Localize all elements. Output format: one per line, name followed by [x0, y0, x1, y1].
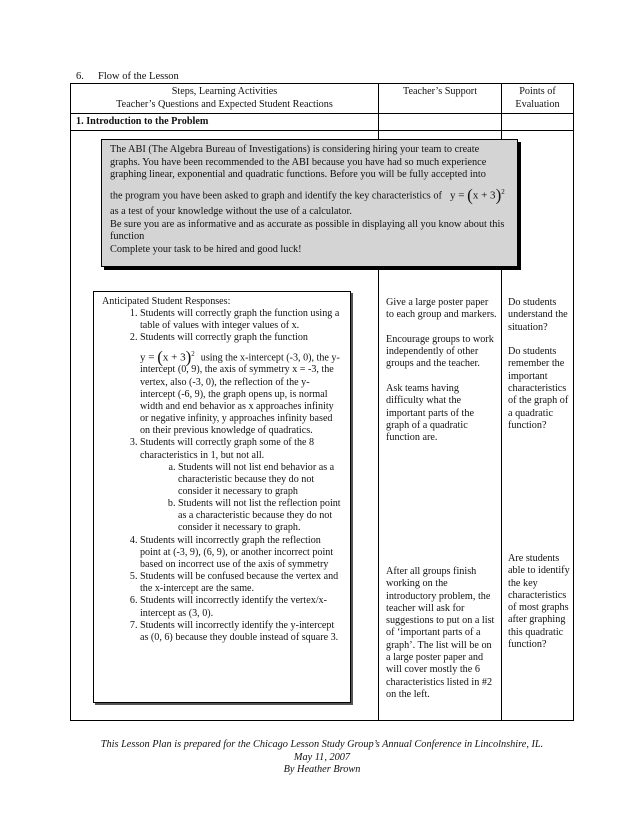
- response-subitem: a. Students will not list end behavior as a characteristic because they do not consider it necessary to graph: [178, 462, 342, 498]
- support-column-bottom: [386, 566, 498, 714]
- footer-line-3: By Heather Brown: [283, 764, 361, 776]
- formula-inner: x + 3: [472, 189, 496, 202]
- evaluation-column-top: [508, 297, 571, 445]
- intro-heading: 1. Introduction to the Problem: [76, 116, 209, 127]
- section-number: 6.: [76, 71, 84, 82]
- header-steps: [71, 86, 378, 111]
- table-bottom-border: [70, 720, 574, 721]
- response-2-intro: Students will correctly graph the function: [140, 332, 308, 344]
- response-3-sublist: [140, 462, 342, 535]
- formula-inner: x + 3: [162, 351, 186, 364]
- formula-lhs: y =: [140, 351, 155, 364]
- support-item: Give a large poster paper to each group and markers.: [386, 297, 497, 321]
- response-item: [140, 437, 342, 534]
- table-right-border: [573, 83, 574, 721]
- intro-paragraph-5: Complete your task to be hired and good luck!: [110, 243, 302, 255]
- response-formula: $y = (x + 3)^2$: [140, 347, 195, 367]
- intro-problem-box: [101, 139, 518, 267]
- response-item: 1. Students will correctly graph the function using a table of values with integer values of x.: [140, 308, 342, 332]
- response-3-text: Students will correctly graph some of the 8 characteristics in 1, but not all.: [140, 437, 315, 461]
- support-column-top: [386, 297, 498, 457]
- formula-exponent: 2: [501, 187, 505, 196]
- evaluation-column-bottom: [508, 553, 571, 664]
- footer-line-1: This Lesson Plan is prepared for the Chicago Lesson Study Group’s Annual Conference in Lincolnshire, IL.: [100, 739, 544, 750]
- evaluation-item: Do students remember the important characteristics of the graph of a quadratic function?: [508, 346, 569, 431]
- header-support: Teacher’s Support: [402, 86, 478, 97]
- header-eval-line1: Points of: [519, 86, 556, 97]
- formula: $y = (x + 3)^2$: [449, 185, 505, 205]
- anticipated-responses-box: [93, 291, 351, 703]
- responses-title: Anticipated Student Responses:: [102, 296, 231, 307]
- table-top-border: [70, 83, 574, 84]
- responses-list: [102, 308, 342, 644]
- intro-paragraph-2: [110, 186, 509, 203]
- evaluation-item: Are students able to identify the key characteristics of most graphs after graphing this quadratic function?: [508, 553, 570, 651]
- header-steps-line1: Steps, Learning Activities: [171, 86, 278, 97]
- section-title: Flow of the Lesson: [98, 71, 179, 82]
- section-heading: [76, 71, 179, 82]
- response-item: 4. Students will incorrectly graph the reflection point at (-3, 9), (6, 9), or another incorrect point based on incorrect use of the axis of symmetry: [140, 535, 342, 571]
- support-item: Encourage groups to work independently of other groups and the teacher.: [386, 333, 494, 370]
- intro-paragraph-2-text: the program you have been asked to graph and identify the key characteristics of: [110, 190, 442, 202]
- table-header-bottom-border: [70, 113, 574, 114]
- evaluation-item: Do students understand the situation?: [508, 297, 568, 333]
- support-item: After all groups finish working on the introductory problem, the teacher will ask for suggestions to put on a list of ‘important parts of a graph’. The list will be on a large poster paper and will cover mostly the 6 characteristics listed in #2 on the left.: [386, 566, 495, 700]
- header-evaluation: [502, 86, 573, 111]
- response-item: [140, 332, 342, 437]
- header-eval-line2: Evaluation: [515, 98, 560, 110]
- response-item: 6. Students will incorrectly identify the vertex/x-intercept as (3, 0).: [140, 595, 342, 619]
- response-subitem: b. Students will not list the reflection point as a characteristic because they do not consider it necessary to graph.: [178, 498, 342, 534]
- response-2-rest: using the x-intercept (-3, 0), the y-intercept (0, 9), the axis of symmetry x = -3, the vertex, also (-3, 0), the reflection of the y-intercept (-6, 9), the graph opens up, is normal width and end behavior as x approaches infinity or negative infinity, y approaches infinity based on their previous knowledge of quadratics.: [140, 352, 340, 437]
- intro-paragraph-4: Be sure you are as informative and as accurate as possible in displaying all you know about this function: [110, 218, 505, 243]
- formula-exponent: 2: [191, 349, 195, 358]
- table-intro-row-border: [70, 130, 574, 131]
- intro-paragraph-1: The ABI (The Algebra Bureau of Investigations) is considering hiring your team to create graphs. You have been recommended to the ABI because you have had so much experience graphing linear, exponential and quadratic functions. Before you will be fully accepted into: [110, 144, 487, 181]
- support-item: Ask teams having difficulty what the important parts of the graph of a quadratic function are.: [386, 383, 474, 444]
- response-item: 5. Students will be confused because the vertex and the x-intercept are the same.: [140, 571, 342, 595]
- formula-lhs: y =: [449, 189, 465, 202]
- header-steps-line2: Teacher’s Questions and Expected Student Reactions: [116, 98, 333, 110]
- footer-line-2: May 11, 2007: [293, 751, 351, 763]
- table-left-border: [70, 83, 71, 721]
- footer: [0, 739, 644, 777]
- response-item: 7. Students will incorrectly identify the y-intercept as (0, 6) because they double instead of square 3.: [140, 620, 342, 644]
- intro-paragraph-3: as a test of your knowledge without the use of a calculator.: [110, 206, 352, 218]
